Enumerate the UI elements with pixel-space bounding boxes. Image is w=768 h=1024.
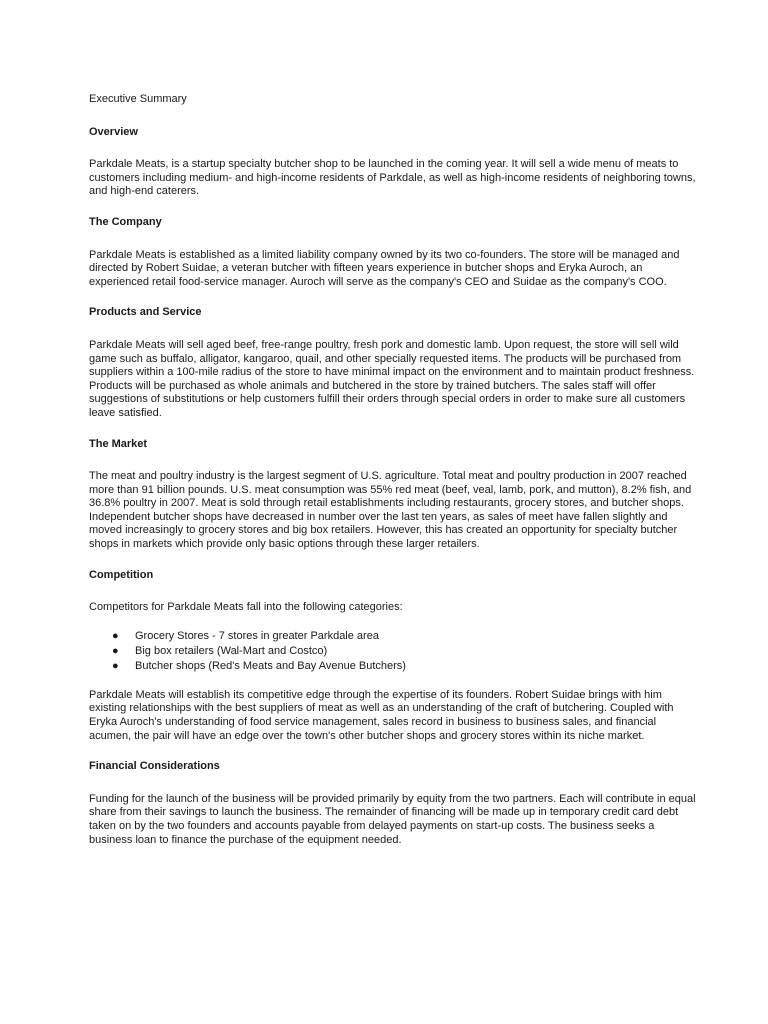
- financial-paragraph: Funding for the launch of the business will be provided primarily by equity from the two partners. Each will contribute in equal share from their savings to launch the business. The remainder of financing will be made up in temporary credit card debt taken on by the two founders and accounts payable from delayed payments on start-up costs. The business seeks a business loan to finance the purchase of the equipment needed.: [89, 792, 696, 846]
- section-heading-financial: Financial Considerations: [89, 760, 220, 773]
- section-heading-market: The Market: [89, 437, 148, 450]
- section-heading-overview: Overview: [89, 125, 138, 138]
- bullet-icon: ●: [112, 645, 119, 658]
- competition-intro: Competitors for Parkdale Meats fall into the following categories:: [89, 601, 403, 614]
- list-item-text: Grocery Stores - 7 stores in greater Parkdale area: [135, 629, 379, 642]
- bullet-icon: ●: [112, 629, 119, 642]
- list-item: [89, 660, 698, 674]
- list-item-text: Big box retailers (Wal-Mart and Costco): [135, 645, 328, 658]
- section-heading-company: The Company: [89, 215, 162, 228]
- market-paragraph: The meat and poultry industry is the largest segment of U.S. agriculture. Total meat and poultry production in 2007 reached more than 91 billion pounds. U.S. meat consumption was 55% red meat (beef, veal, lamb, pork, and mutton), 8.2% fish, and 36.8% poultry in 2007. Meat is sold through retail establishments including restaurants, grocery stores, and butcher shops. Independent butcher shops have decreased in number over the last ten years, as sales of meet have fallen slightly and moved increasingly to grocery stores and big box retailers. However, this has created an opportunity for specialty butcher shops in markets which provide only basic options through these larger retailers.: [89, 470, 692, 551]
- competition-paragraph: Parkdale Meats will establish its competitive edge through the expertise of its founders. Robert Suidae brings with him existing relationships with the best suppliers of meat as well as an understanding of the craft of butchering. Coupled with Eryka Auroch's understanding of food service management, sales record in business to business sales, and financial acumen, the pair will have an edge over the town's other butcher shops and grocery stores within its niche market.: [89, 688, 674, 742]
- bullet-icon: ●: [112, 660, 119, 673]
- overview-paragraph: Parkdale Meats, is a startup specialty butcher shop to be launched in the coming year. It will sell a wide menu of meats to customers including medium- and high-income residents of Parkdale, as well as high-income residents of neighboring towns, and high-end caterers.: [89, 158, 696, 198]
- list-item: [89, 630, 698, 644]
- products-paragraph: Parkdale Meats will sell aged beef, free-range poultry, fresh pork and domestic lamb. Upon request, the store will sell wild game such as buffalo, alligator, kangaroo, quail, and other specially requested items. The products will be purchased from suppliers within a 100-mile radius of the store to have minimal impact on the environment and to maintain product freshness. Products will be purchased as whole animals and butchered in the store by trained butchers. The sales staff will offer suggestions of substitutions or help customers fulfill their orders through special orders in order to make sure all customers leave satisfied.: [89, 338, 695, 419]
- document-title: Executive Summary: [89, 93, 187, 105]
- section-heading-products: Products and Service: [89, 306, 202, 319]
- company-paragraph: Parkdale Meats is established as a limited liability company owned by its two co-founders. The store will be managed and directed by Robert Suidae, a veteran butcher with fifteen years experience in butcher shops and Eryka Auroch, an experienced retail food-service manager. Auroch will serve as the company's CEO and Suidae as the company's COO.: [89, 248, 680, 288]
- section-heading-competition: Competition: [89, 568, 154, 581]
- list-item: [89, 645, 698, 659]
- competitor-list: [89, 630, 698, 674]
- list-item-text: Butcher shops (Red's Meats and Bay Avenue Butchers): [135, 660, 406, 673]
